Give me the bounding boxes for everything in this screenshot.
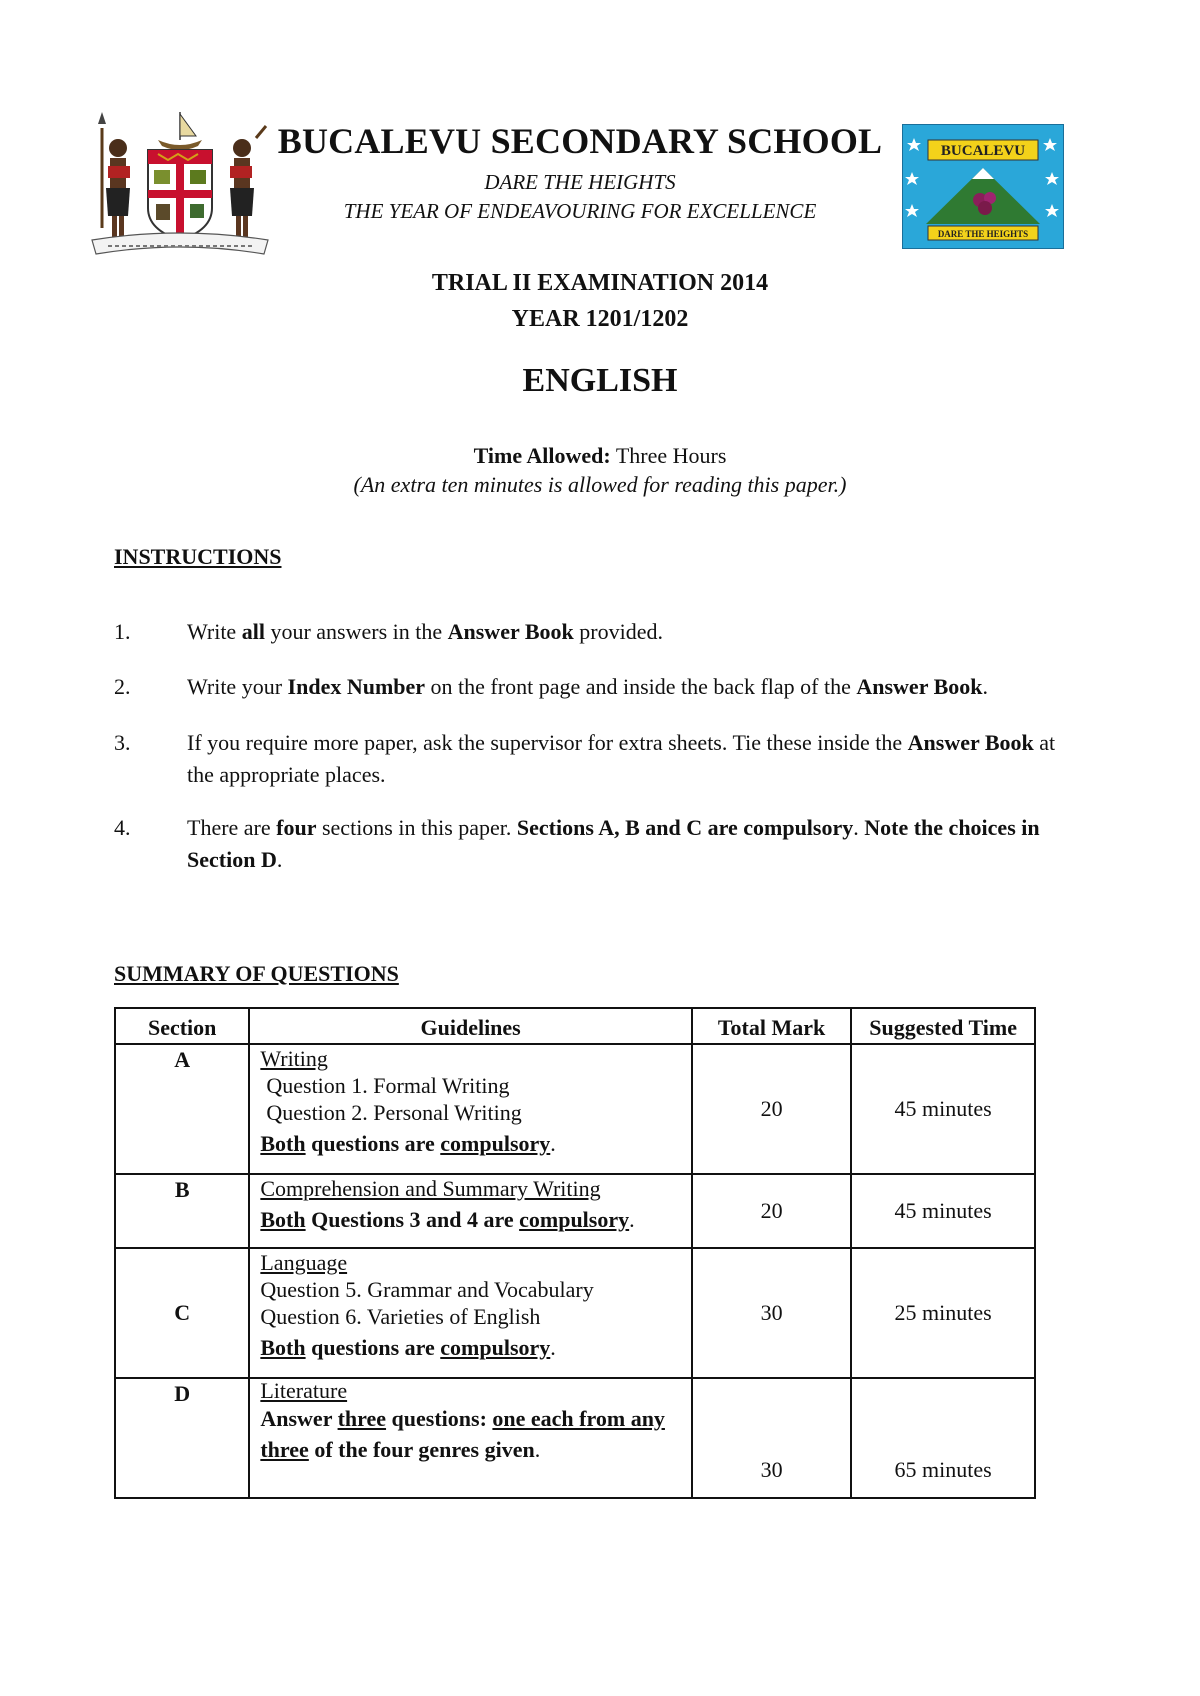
instruction-text: If you require more paper, ask the supervisor for extra sheets. Tie these inside the Answer Book at the appropriate places. <box>187 730 1056 787</box>
question-line: Question 5. Grammar and Vocabulary <box>260 1277 594 1302</box>
suggested-time-cell: 25 minutes <box>851 1248 1035 1378</box>
instruction-number: 1. <box>114 619 131 644</box>
question-line: Question 6. Varieties of English <box>260 1304 541 1329</box>
school-crest-logo <box>88 108 273 258</box>
exam-title: TRIAL II EXAMINATION 2014 <box>431 270 769 296</box>
total-mark-cell: 20 <box>692 1174 851 1248</box>
guidelines-cell <box>249 1174 692 1248</box>
column-header-guidelines: Guidelines <box>249 1008 692 1044</box>
school-motto: DARE THE HEIGHTS <box>484 170 676 194</box>
section-topic: Writing <box>260 1046 328 1071</box>
instructions-heading: INSTRUCTIONS <box>114 544 282 569</box>
year-motto: THE YEAR OF ENDEAVOURING FOR EXCELLENCE <box>343 199 817 223</box>
section-topic: Language <box>260 1250 348 1275</box>
total-mark-cell: 30 <box>692 1378 851 1498</box>
school-badge-logo <box>902 124 1064 249</box>
guidelines-cell <box>249 1248 692 1378</box>
suggested-time-cell: 65 minutes <box>851 1378 1035 1498</box>
subject-title: ENGLISH <box>522 362 678 399</box>
badge-title: BUCALEVU <box>940 143 1026 159</box>
table-row <box>115 1174 1035 1248</box>
instruction-text: Write all your answers in the Answer Book provided. <box>187 619 663 644</box>
section-cell: A <box>115 1044 249 1174</box>
section-cell: B <box>115 1174 249 1248</box>
section-cell: C <box>115 1248 249 1378</box>
summary-heading: SUMMARY OF QUESTIONS <box>114 961 399 986</box>
table-row <box>115 1044 1035 1174</box>
table-row <box>115 1248 1035 1378</box>
instruction-number: 3. <box>114 730 131 755</box>
summary-table <box>114 1007 1036 1499</box>
instruction-number: 4. <box>114 815 131 840</box>
guidelines-cell <box>249 1044 692 1174</box>
reading-time-note: (An extra ten minutes is allowed for reading this paper.) <box>353 472 847 497</box>
column-header-section: Section <box>115 1008 249 1044</box>
question-line: Question 1. Formal Writing <box>266 1073 510 1098</box>
section-cell: D <box>115 1378 249 1498</box>
time-allowed-value: Three Hours <box>615 443 727 468</box>
suggested-time-cell: 45 minutes <box>851 1044 1035 1174</box>
instruction-text: There are four sections in this paper. Sections A, B and C are compulsory. Note the choices in Section D. <box>187 815 1040 872</box>
time-allowed <box>0 443 1200 469</box>
compulsory-note: Both questions are compulsory. <box>260 1131 556 1156</box>
section-topic: Literature <box>260 1378 348 1403</box>
instruction-number: 2. <box>114 674 131 699</box>
literature-note: Answer three questions: one each from any three of the four genres given. <box>260 1406 665 1462</box>
total-mark-cell: 20 <box>692 1044 851 1174</box>
total-mark-cell: 30 <box>692 1248 851 1378</box>
column-header-suggested-time: Suggested Time <box>851 1008 1035 1044</box>
suggested-time-cell: 45 minutes <box>851 1174 1035 1248</box>
column-header-total-mark: Total Mark <box>692 1008 851 1044</box>
guidelines-cell <box>249 1378 692 1498</box>
time-allowed-label: Time Allowed: <box>473 443 611 468</box>
table-row <box>115 1378 1035 1498</box>
section-topic: Comprehension and Summary Writing <box>260 1176 601 1201</box>
compulsory-note: Both questions are compulsory. <box>260 1335 556 1360</box>
school-name: BUCALEVU SECONDARY SCHOOL <box>277 121 883 161</box>
badge-caption: DARE THE HEIGHTS <box>937 229 1029 239</box>
exam-year: YEAR 1201/1202 <box>511 306 689 332</box>
table-header-row <box>115 1008 1035 1044</box>
question-line: Question 2. Personal Writing <box>266 1100 522 1125</box>
compulsory-note: Both Questions 3 and 4 are compulsory. <box>260 1207 635 1232</box>
instruction-text: Write your Index Number on the front page and inside the back flap of the Answer Book. <box>187 674 988 699</box>
